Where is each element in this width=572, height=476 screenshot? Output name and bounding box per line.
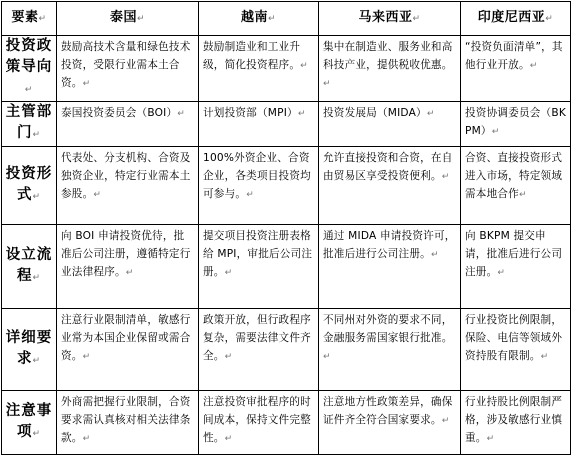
row-header: 设立流程↵ xyxy=(2,225,57,309)
table-cell: 鼓励制造业和工业升级，简化投资程序。↵ xyxy=(199,36,319,102)
table-cell: 向 BKPM 提交申请，批准后进行公司注册。↵ xyxy=(461,225,571,309)
header-cell: 越南↵ xyxy=(199,2,319,36)
header-cell: 泰国↵ xyxy=(57,2,199,36)
row-header: 主管部门↵ xyxy=(2,102,57,147)
table-row xyxy=(2,147,571,225)
table-cell: 不同州对外资的要求不同，金融服务需国家银行批准。↵ xyxy=(319,309,461,391)
table-cell: 代表处、分支机构、合资及独资企业，特定行业需本土参股。↵ xyxy=(57,147,199,225)
table-cell: 政策开放，但行政程序复杂，需要法律文件齐全。↵ xyxy=(199,309,319,391)
table-cell: 计划投资部（MPI）↵ xyxy=(199,102,319,147)
header-cell: 印度尼西亚↵ xyxy=(461,2,571,36)
table-row xyxy=(2,36,571,102)
table-row xyxy=(2,225,571,309)
table-cell: 集中在制造业、服务业和高科技产业，提供税收优惠。↵ xyxy=(319,36,461,102)
comparison-table xyxy=(1,1,571,455)
table-cell: 注意地方性政策差异，确保证件齐全符合国家要求。↵ xyxy=(319,391,461,455)
table-row xyxy=(2,309,571,391)
row-header: 投资政策导向↵ xyxy=(2,36,57,102)
table-cell: 投资发展局（MIDA）↵ xyxy=(319,102,461,147)
header-row xyxy=(2,2,571,36)
row-header: 注意事项↵ xyxy=(2,391,57,455)
row-header: 投资形式↵ xyxy=(2,147,57,225)
row-header: 详细要求↵ xyxy=(2,309,57,391)
table-cell: 注意行业限制清单，敏感行业常为本国企业保留或需合资。↵ xyxy=(57,309,199,391)
table-cell: 注意投资审批程序的时间成本，保持文件完整性。↵ xyxy=(199,391,319,455)
table-cell: 鼓励高技术含量和绿色技术投资，受限行业需本土合资。↵ xyxy=(57,36,199,102)
table-row xyxy=(2,391,571,455)
header-cell: 要素↵ xyxy=(2,2,57,36)
table-cell: 泰国投资委员会（BOI）↵ xyxy=(57,102,199,147)
table-cell: “投资负面清单”，其他行业开放。↵ xyxy=(461,36,571,102)
table-row xyxy=(2,102,571,147)
table-cell: 100%外资企业、合资企业，各类项目投资均可参与。↵ xyxy=(199,147,319,225)
table-cell: 通过 MIDA 申请投资许可，批准后进行公司注册。↵ xyxy=(319,225,461,309)
table-cell: 投资协调委员会（BKPM）↵ xyxy=(461,102,571,147)
table-cell: 合资、直接投资形式进入市场，特定领域需本地合作↵ xyxy=(461,147,571,225)
table-cell: 外商需把握行业限制，合资要求需认真核对相关法律条款。↵ xyxy=(57,391,199,455)
header-cell: 马来西亚↵ xyxy=(319,2,461,36)
table-cell: 行业持股比例限制严格，涉及敏感行业慎重。↵ xyxy=(461,391,571,455)
table-cell: 向 BOI 申请投资优待，批准后公司注册，遵循特定行业法律程序。↵ xyxy=(57,225,199,309)
table-cell: 提交项目投资注册表格给 MPI，审批后公司注册。↵ xyxy=(199,225,319,309)
table-cell: 允许直接投资和合资，在自由贸易区享受投资便利。↵ xyxy=(319,147,461,225)
table-cell: 行业投资比例限制，保险、电信等领域外资持股有限制。↵ xyxy=(461,309,571,391)
